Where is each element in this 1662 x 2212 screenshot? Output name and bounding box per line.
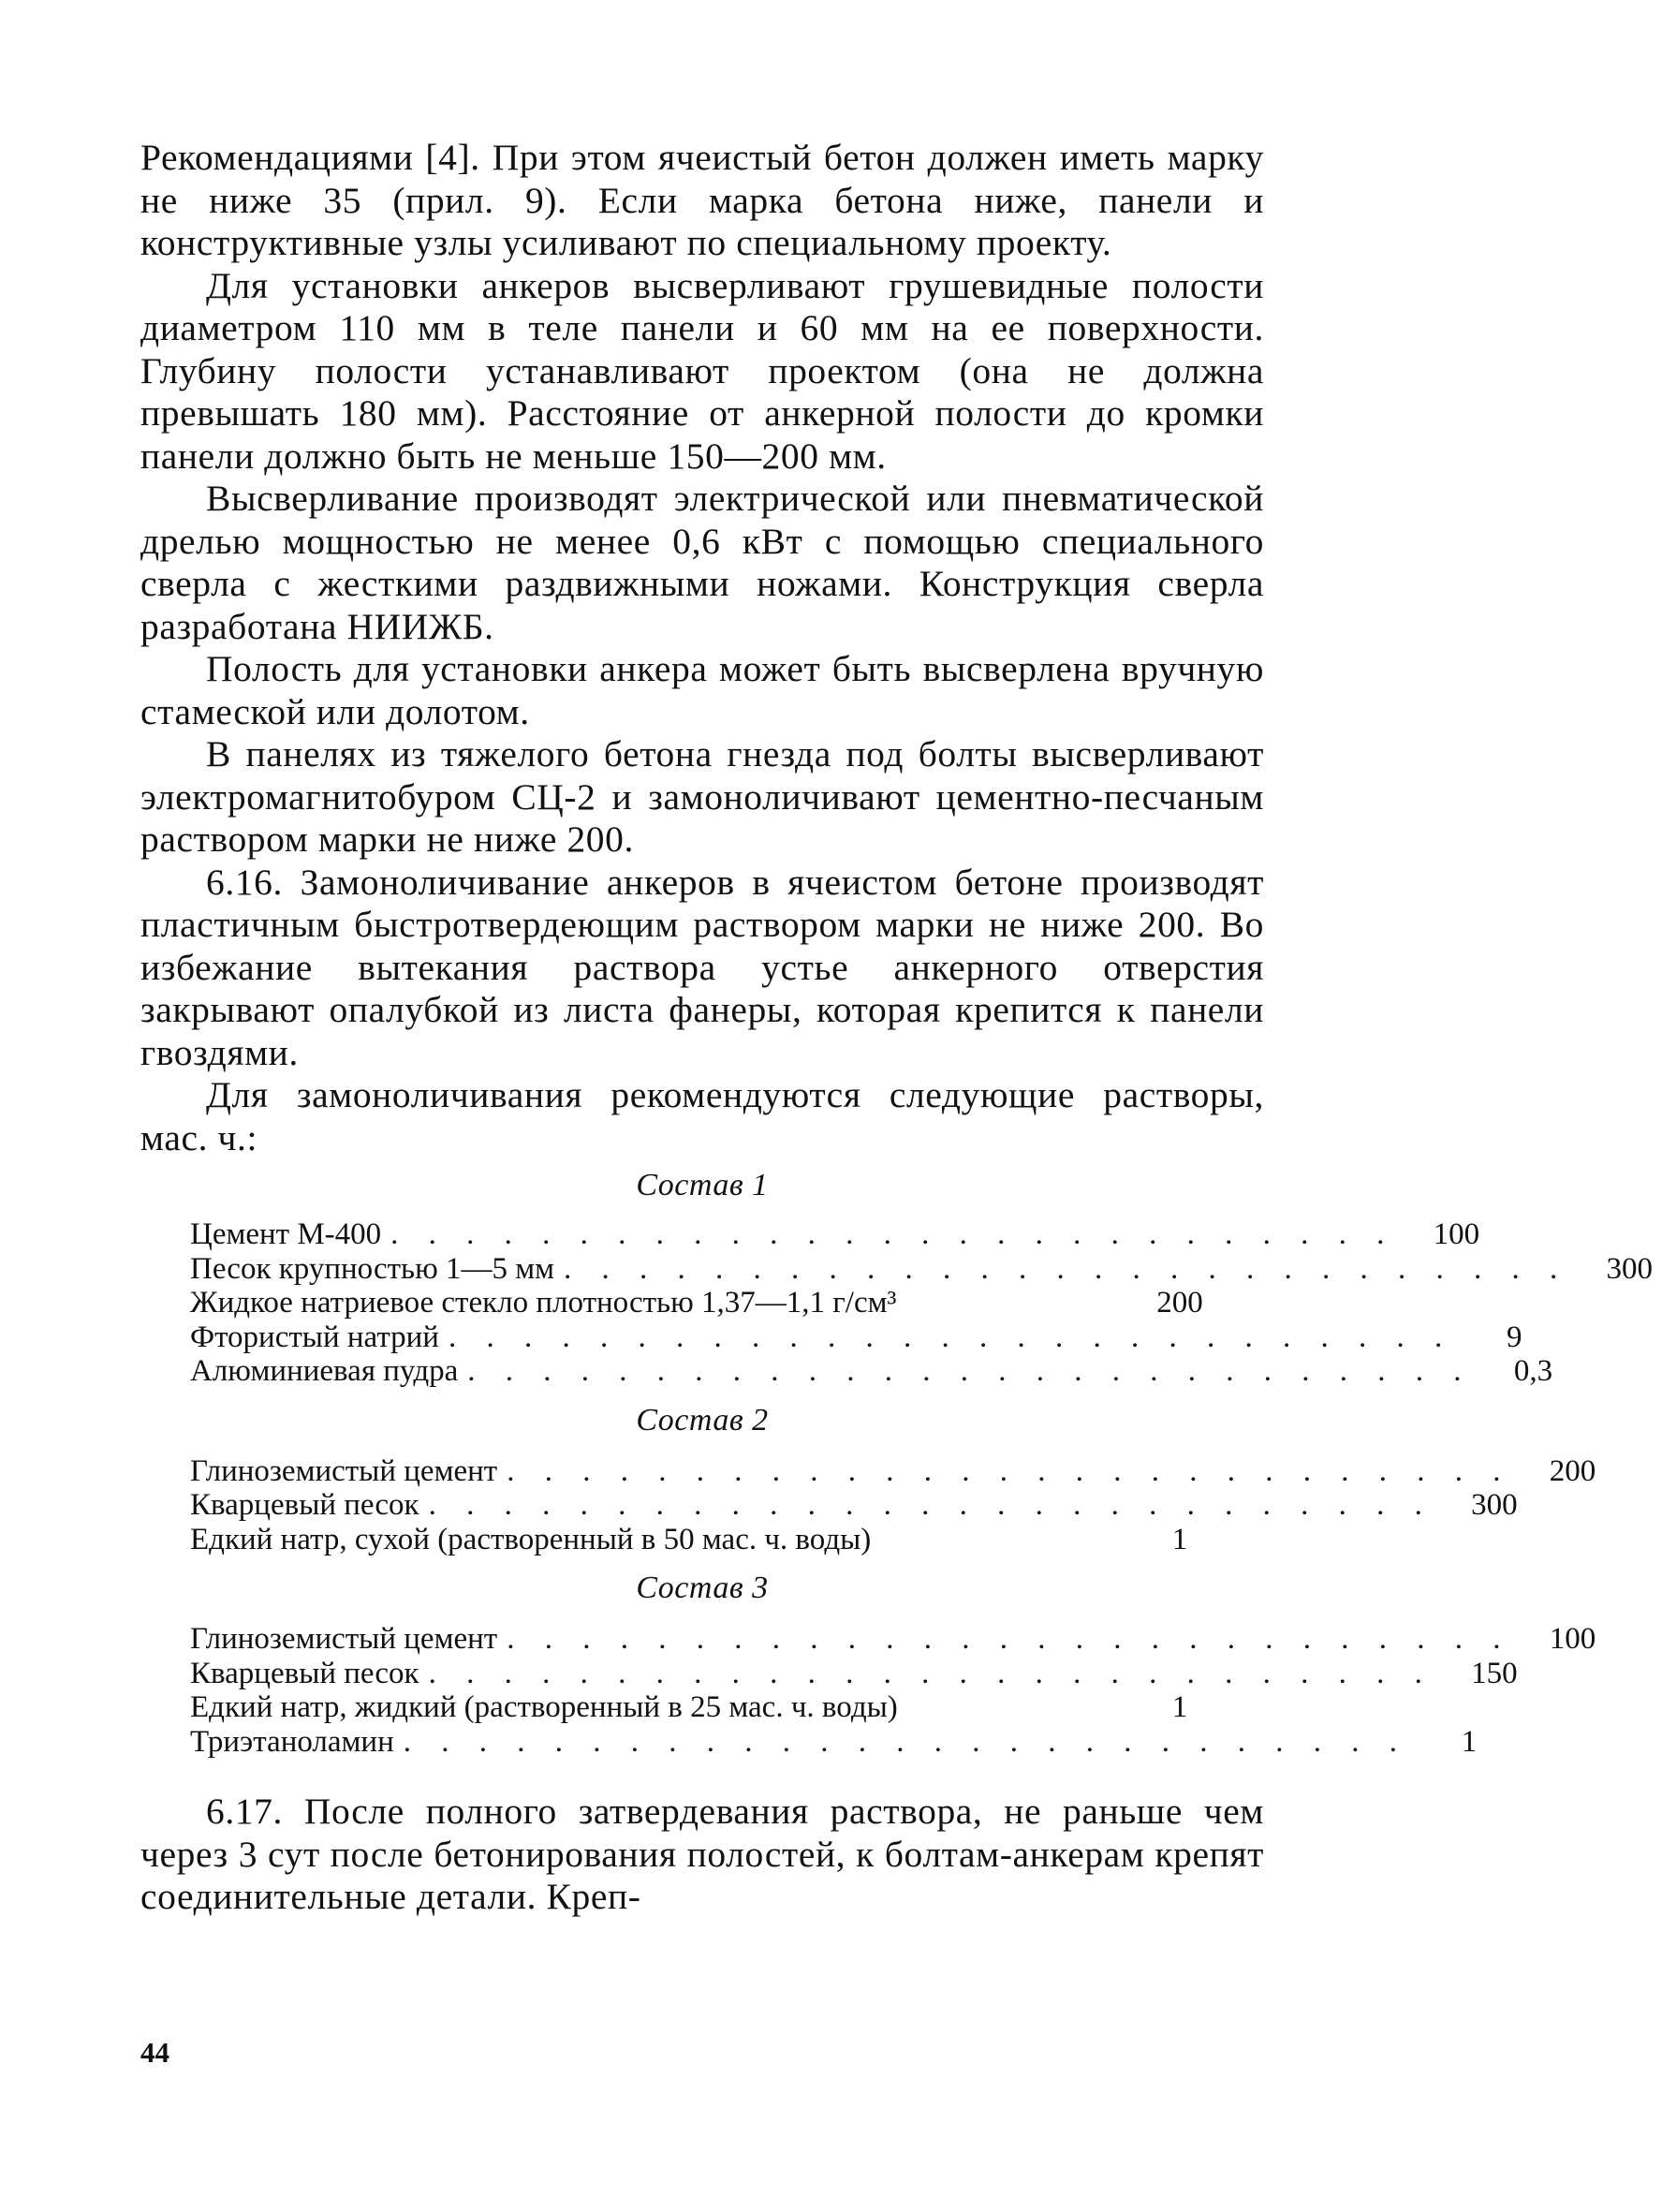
row-label: Триэтаноламин: [190, 1724, 394, 1759]
row-value: 100: [1549, 1622, 1596, 1656]
paragraph-6-17: 6.17. После полного затвердевания раствора, не раньше чем через 3 сут после бетонирования полостей, к болтам-анкерам крепят соединительные детали. Креп-: [140, 1791, 1264, 1917]
composition-1-title: Состав 1: [636, 1168, 769, 1202]
table-row: [190, 1724, 1478, 1760]
paragraph-manual-drilling: Полость для установки анкера может быть высверлена вручную стамеской или долотом.: [140, 648, 1264, 732]
row-label: Алюминиевая пудра: [190, 1354, 459, 1388]
row-label: Едкий натр, жидкий (растворенный в 25 мас. ч. воды): [190, 1690, 898, 1724]
row-label: Кварцевый песок: [190, 1488, 419, 1522]
row-value: 9: [1506, 1320, 1522, 1354]
table-row: [190, 1320, 1522, 1355]
paragraph-mortars-intro: Для замоноличивания рекомендуются следующие растворы, мас. ч.:: [140, 1074, 1264, 1158]
leader-dots: . . . . . . . . . . . . . . . . . . . . . . . . . . .: [403, 1724, 1408, 1759]
table-row: [190, 1622, 1596, 1657]
paragraph-6-16: 6.16. Замоноличивание анкеров в ячеистом бетоне производят пластичным быстротвердеющим раствором марки не ниже 200. Во избежание вытекания раствора устье анкерного отверстия закрывают опалубкой из листа фанеры, которая крепится к панели гвоздями.: [140, 861, 1264, 1073]
row-value: 150: [1471, 1656, 1518, 1690]
composition-3-title: Состав 3: [636, 1571, 769, 1605]
row-label: Глиноземистый цемент: [190, 1453, 498, 1488]
table-row: [190, 1217, 1480, 1252]
page-number: 44: [140, 2036, 169, 2069]
row-label: Песок крупностью 1—5 мм: [190, 1251, 555, 1286]
row-label: Глиноземистый цемент: [190, 1622, 498, 1656]
table-row: [190, 1286, 1213, 1320]
row-value: 200: [1549, 1453, 1596, 1488]
table-row: [190, 1656, 1518, 1691]
row-value: 1: [1171, 1690, 1188, 1724]
row-value: 100: [1433, 1217, 1480, 1251]
table-row: [190, 1453, 1596, 1489]
row-value: 300: [1606, 1251, 1654, 1286]
leader-dots: . . . . . . . . . . . . . . . . . . . . . . . . . . .: [564, 1251, 1569, 1286]
row-value: 1: [1171, 1522, 1188, 1556]
paragraph-drilling: Высверливание производят электрической или пневматической дрелью мощностью не менее 0,6 кВт с помощью специального сверла с жесткими раздвижными ножами. Конструкция сверла разработана НИИЖБ.: [140, 478, 1264, 647]
row-label: Фтористый натрий: [190, 1320, 439, 1354]
paragraph-anchor-cavities: Для установки анкеров высверливают грушевидные полости диаметром 110 мм в теле панели и 60 мм на ее поверхности. Глубину полости устанавливают проектом (она не должна превышать 180 мм). Расстояние от анкерной полости до кромки панели должно быть не меньше 150—200 мм.: [140, 264, 1264, 477]
leader-dots: . . . . . . . . . . . . . . . . . . . . . . . . . . .: [507, 1453, 1512, 1488]
leader-dots: . . . . . . . . . . . . . . . . . . . . . . . . . . .: [448, 1320, 1454, 1354]
page-body: [140, 137, 1654, 1919]
paragraph-heavy-concrete: В панелях из тяжелого бетона гнезда под болты высверливают электромагнитобуром СЦ-2 и замоноличивают цементно-песчаным раствором марки не ниже 200.: [140, 733, 1264, 860]
leader-dots: . . . . . . . . . . . . . . . . . . . . . . . . . . .: [428, 1656, 1434, 1690]
leader-dots: . . . . . . . . . . . . . . . . . . . . . . . . . . .: [507, 1622, 1512, 1656]
composition-2-title: Состав 2: [636, 1402, 769, 1438]
paragraph-recommendations: Рекомендациями [4]. При этом ячеистый бетон должен иметь марку не ниже 35 (прил. 9). Если марка бетона ниже, панели и конструктивные узлы усиливают по специальному проекту.: [140, 137, 1264, 263]
table-row: [190, 1523, 1213, 1557]
row-value: 200: [1156, 1286, 1203, 1320]
composition-1-table: [190, 1217, 1654, 1389]
row-label: Едкий натр, сухой (растворенный в 50 мас. ч. воды): [190, 1522, 872, 1556]
row-label: Жидкое натриевое стекло плотностью 1,37—1,1 г/см³: [190, 1286, 897, 1320]
row-value: 0,3: [1513, 1354, 1553, 1388]
composition-3-table: [190, 1622, 1596, 1759]
row-label: Кварцевый песок: [190, 1656, 419, 1690]
table-row: [190, 1354, 1553, 1389]
row-value: 300: [1471, 1488, 1518, 1522]
row-value: 1: [1461, 1724, 1478, 1759]
leader-dots: . . . . . . . . . . . . . . . . . . . . . . . . . . .: [467, 1354, 1473, 1388]
table-row: [190, 1488, 1518, 1523]
row-label: Цемент М-400: [190, 1217, 382, 1251]
leader-dots: . . . . . . . . . . . . . . . . . . . . . . . . . . .: [428, 1488, 1434, 1522]
table-row: [190, 1251, 1654, 1287]
composition-2-table: [190, 1453, 1596, 1557]
leader-dots: . . . . . . . . . . . . . . . . . . . . . . . . . . .: [390, 1217, 1396, 1251]
table-row: [190, 1690, 1213, 1725]
